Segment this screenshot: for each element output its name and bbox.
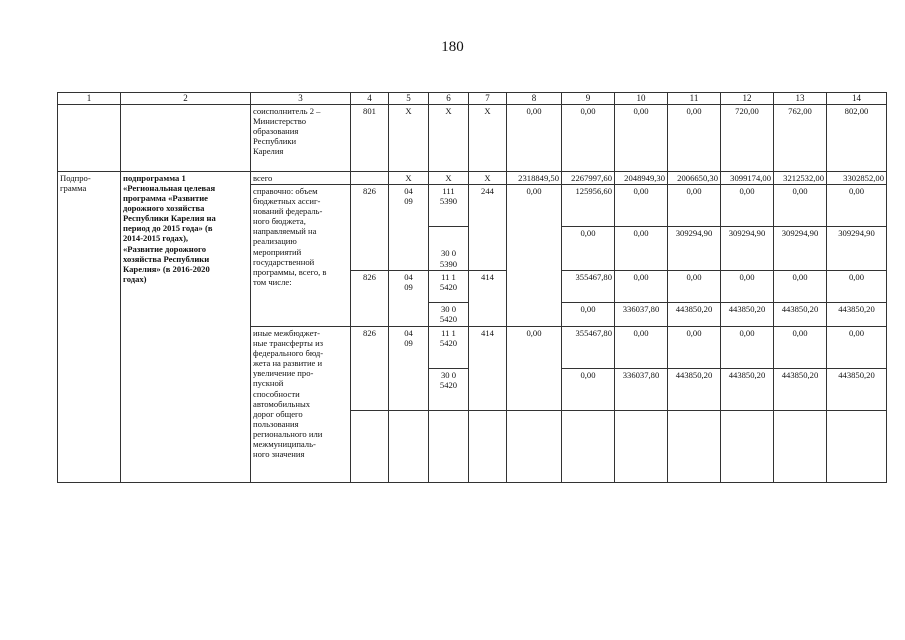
empty-cell xyxy=(827,410,887,482)
value-cell: 762,00 xyxy=(774,104,827,171)
value-cell: 0,00 xyxy=(615,326,668,368)
code-cell: 11 1 5420 xyxy=(429,326,469,368)
empty-cell xyxy=(721,410,774,482)
header-cell: 7 xyxy=(469,93,507,105)
value-cell: 802,00 xyxy=(827,104,887,171)
header-cell: 1 xyxy=(58,93,121,105)
empty-cell xyxy=(562,410,615,482)
value-cell: 0,00 xyxy=(562,226,615,270)
value-cell: 443850,20 xyxy=(721,368,774,410)
value-cell: 0,00 xyxy=(774,184,827,226)
type-cell: Подпро- грамма xyxy=(58,171,121,482)
value-cell: 0,00 xyxy=(507,326,562,410)
code-cell: 30 0 5420 xyxy=(429,368,469,410)
code-cell: 111 5390 xyxy=(429,184,469,226)
value-cell: 2006650,30 xyxy=(668,171,721,184)
value-cell: 309294,90 xyxy=(721,226,774,270)
code-cell: X xyxy=(469,104,507,171)
executor-cell: соисполнитель 2 – Министерство образования Республики Карелия xyxy=(251,104,351,171)
value-cell: 0,00 xyxy=(668,104,721,171)
value-cell: 443850,20 xyxy=(721,302,774,326)
empty-cell xyxy=(429,410,469,482)
table-row-total xyxy=(58,171,887,184)
code-cell: 244 xyxy=(469,184,507,270)
header-cell: 11 xyxy=(668,93,721,105)
value-cell: 0,00 xyxy=(507,184,562,326)
header-cell: 5 xyxy=(389,93,429,105)
empty-cell xyxy=(774,410,827,482)
value-cell: 0,00 xyxy=(668,270,721,302)
header-cell: 12 xyxy=(721,93,774,105)
table-row-coexecutor xyxy=(58,104,887,171)
value-cell: 0,00 xyxy=(562,368,615,410)
code-cell: X xyxy=(389,171,429,184)
code-cell: 801 xyxy=(351,104,389,171)
empty-cell xyxy=(351,410,389,482)
value-cell: 443850,20 xyxy=(774,302,827,326)
code-cell: 826 xyxy=(351,270,389,326)
empty-cell xyxy=(58,104,121,171)
code-cell: X xyxy=(429,171,469,184)
value-cell: 0,00 xyxy=(774,270,827,302)
value-cell: 0,00 xyxy=(721,270,774,302)
code-cell: 826 xyxy=(351,326,389,410)
value-cell: 0,00 xyxy=(721,326,774,368)
empty-cell xyxy=(389,410,429,482)
header-row xyxy=(58,93,887,105)
transfers-label-cell: иные межбюджет- ные трансферты из федерального бюд- жета на развитие и увеличение про- пускной способности автомобильных дорог общего пользования регионального или межмуниципаль- ного значения xyxy=(251,326,351,482)
empty-cell xyxy=(121,104,251,171)
code-cell: 30 0 5420 xyxy=(429,302,469,326)
total-label-cell: всего xyxy=(251,171,351,184)
header-cell: 3 xyxy=(251,93,351,105)
header-cell: 14 xyxy=(827,93,887,105)
empty-cell xyxy=(615,410,668,482)
value-cell: 2318849,50 xyxy=(507,171,562,184)
header-cell: 13 xyxy=(774,93,827,105)
code-cell: X xyxy=(469,171,507,184)
empty-cell xyxy=(507,410,562,482)
header-cell: 2 xyxy=(121,93,251,105)
value-cell: 309294,90 xyxy=(827,226,887,270)
value-cell: 3212532,00 xyxy=(774,171,827,184)
header-cell: 4 xyxy=(351,93,389,105)
value-cell: 0,00 xyxy=(562,104,615,171)
value-cell: 443850,20 xyxy=(774,368,827,410)
value-cell: 2048949,30 xyxy=(615,171,668,184)
value-cell: 355467,80 xyxy=(562,326,615,368)
value-cell: 0,00 xyxy=(827,184,887,226)
code-cell: 04 09 xyxy=(389,270,429,326)
value-cell: 443850,20 xyxy=(668,368,721,410)
code-cell: 414 xyxy=(469,326,507,410)
empty-cell xyxy=(469,410,507,482)
value-cell: 2267997,60 xyxy=(562,171,615,184)
value-cell: 0,00 xyxy=(615,226,668,270)
value-cell: 0,00 xyxy=(827,326,887,368)
code-cell: 04 09 xyxy=(389,184,429,270)
value-cell: 443850,20 xyxy=(827,302,887,326)
code-cell: 11 1 5420 xyxy=(429,270,469,302)
value-cell: 0,00 xyxy=(562,302,615,326)
value-cell: 3302852,00 xyxy=(827,171,887,184)
empty-cell xyxy=(668,410,721,482)
value-cell: 443850,20 xyxy=(827,368,887,410)
code-cell: 414 xyxy=(469,270,507,326)
header-cell: 9 xyxy=(562,93,615,105)
value-cell: 355467,80 xyxy=(562,270,615,302)
value-cell: 0,00 xyxy=(827,270,887,302)
code-cell: X xyxy=(389,104,429,171)
value-cell: 0,00 xyxy=(507,104,562,171)
header-cell: 8 xyxy=(507,93,562,105)
value-cell: 336037,80 xyxy=(615,368,668,410)
value-cell: 0,00 xyxy=(668,326,721,368)
budget-table xyxy=(57,92,887,483)
page-number: 180 xyxy=(441,39,464,55)
value-cell: 125956,60 xyxy=(562,184,615,226)
value-cell: 720,00 xyxy=(721,104,774,171)
reference-label-cell: справочно: объем бюджетных ассиг- нований федераль- ного бюджета, направляемый на реализацию мероприятий государственной программы, всего, в том числе: xyxy=(251,184,351,326)
code-cell: X xyxy=(429,104,469,171)
subprogram-title-cell: подпрограмма 1 «Региональная целевая программа «Развитие дорожного хозяйства Республики Карелия на период до 2015 года» (в 2014-2015 годах), «Развитие дорожного хозяйства Республики Карелия» (в 2016-2020 годах) xyxy=(121,171,251,482)
value-cell: 309294,90 xyxy=(668,226,721,270)
value-cell: 0,00 xyxy=(668,184,721,226)
value-cell: 443850,20 xyxy=(668,302,721,326)
value-cell: 336037,80 xyxy=(615,302,668,326)
header-cell: 6 xyxy=(429,93,469,105)
value-cell: 0,00 xyxy=(615,104,668,171)
code-cell: 30 0 5390 xyxy=(429,226,469,270)
value-cell: 0,00 xyxy=(615,184,668,226)
header-cell: 10 xyxy=(615,93,668,105)
value-cell: 0,00 xyxy=(774,326,827,368)
empty-cell xyxy=(351,171,389,184)
value-cell: 309294,90 xyxy=(774,226,827,270)
value-cell: 0,00 xyxy=(721,184,774,226)
value-cell: 0,00 xyxy=(615,270,668,302)
value-cell: 3099174,00 xyxy=(721,171,774,184)
code-cell: 04 09 xyxy=(389,326,429,410)
code-cell: 826 xyxy=(351,184,389,270)
